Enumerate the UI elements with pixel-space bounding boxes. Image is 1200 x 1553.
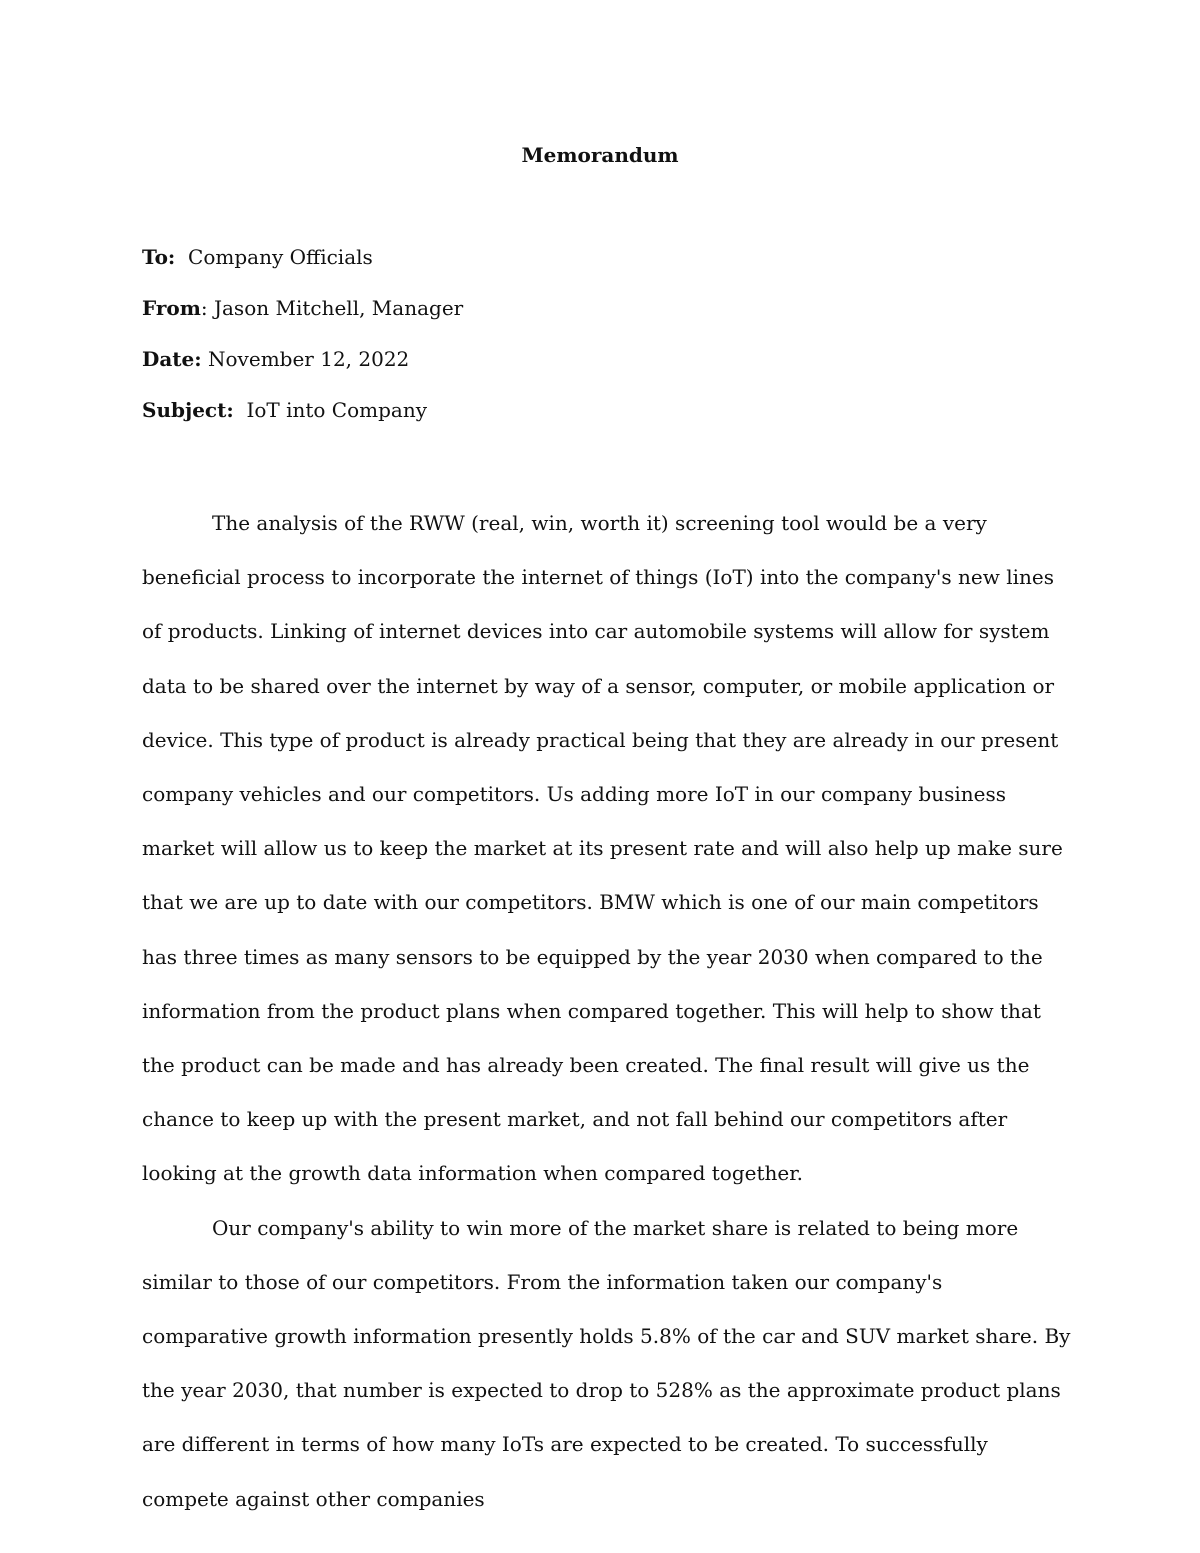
- memo-date-label: Date:: [142, 347, 202, 371]
- memo-subject-line: [142, 395, 1062, 446]
- memo-paragraph-1: The analysis of the RWW (real, win, worth it) screening tool would be a very beneficial process to incorporate the internet of things (IoT) into the company's new lines of products. Linking of internet devices into car automobile systems will allow for system data to be shared over the internet by way of a sensor, computer, or mobile application or device. This type of product is already practical being that they are already in our present company vehicles and our competitors. Us adding more IoT in our company business market will allow us to keep the market at its present rate and will also help up make sure that we are up to date with our competitors. BMW which is one of our main competitors has three times as many sensors to be equipped by the year 2030 when compared to the information from the product plans when compared together. This will help to show that the product can be made and has already been created. The final result will give us the chance to keep up with the present market, and not fall behind our competitors after looking at the growth data information when compared together.: [142, 511, 1063, 1186]
- memo-from-label: From: [142, 296, 201, 320]
- memo-date-line: [142, 344, 1062, 395]
- memo-paragraph-2: Our company's ability to win more of the market share is related to being more similar to those of our competitors. From the information taken our company's comparative growth information presently holds 5.8% of the car and SUV market share. By the year 2030, that number is expected to drop to 528% as the approximate product plans are different in terms of how many IoTs are expected to be created. To successfully compete against other companies: [142, 1215, 1071, 1511]
- memo-body: [142, 496, 1072, 1526]
- memo-from-value: : Jason Mitchell, Manager: [200, 296, 464, 320]
- memo-title: Memorandum: [521, 143, 679, 167]
- memo-to-line: [142, 242, 1062, 293]
- memo-to-label: To:: [142, 245, 176, 269]
- memo-from-line: [142, 293, 1062, 344]
- memo-to-value: Company Officials: [188, 245, 373, 269]
- memo-subject-label: Subject:: [142, 398, 234, 422]
- memo-header: [142, 242, 1062, 446]
- memo-subject-value: IoT into Company: [246, 398, 428, 422]
- memo-date-value: November 12, 2022: [208, 347, 410, 371]
